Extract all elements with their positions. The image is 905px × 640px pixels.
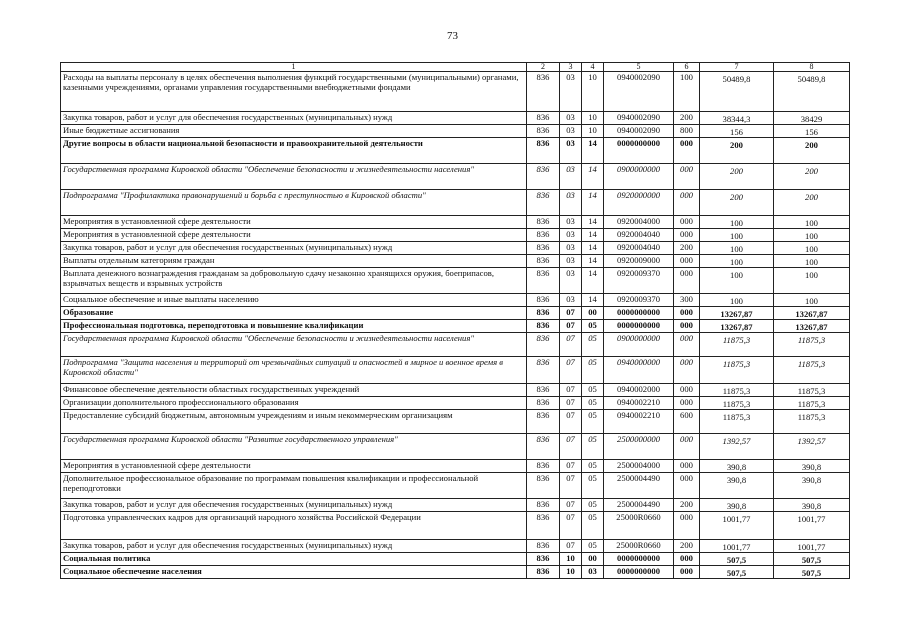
row-subsection-cell: 05 (582, 434, 604, 460)
row-expense-type-cell: 000 (674, 190, 700, 216)
row-subsection-cell: 05 (582, 357, 604, 384)
row-amount-1-cell: 100 (700, 242, 774, 255)
table-row (61, 473, 850, 499)
table-row (61, 72, 850, 112)
row-target-article-cell: 0940002090 (604, 125, 674, 138)
row-amount-1-cell: 100 (700, 294, 774, 307)
row-amount-1-cell: 507,5 (700, 566, 774, 579)
row-amount-1-cell: 100 (700, 255, 774, 268)
row-amount-1-cell: 11875,3 (700, 357, 774, 384)
row-expense-type-cell: 000 (674, 384, 700, 397)
row-amount-1-cell: 507,5 (700, 553, 774, 566)
row-target-article-cell: 0920000000 (604, 190, 674, 216)
row-target-article-cell: 0900000000 (604, 164, 674, 190)
row-expense-type-cell: 200 (674, 242, 700, 255)
table-row (61, 512, 850, 540)
row-name-cell: Государственная программа Кировской области "Обеспечение безопасности и жизнедеятельности населения" (61, 333, 527, 357)
row-amount-1-cell: 200 (700, 190, 774, 216)
row-ministry-code-cell: 836 (527, 229, 560, 242)
row-expense-type-cell: 000 (674, 333, 700, 357)
row-ministry-code-cell: 836 (527, 320, 560, 333)
row-name-cell: Расходы на выплаты персоналу в целях обеспечения выполнения функций государственными (муниципальными) органами, казенными учреждениями, органами управления государственными внебюджетными фондами (61, 72, 527, 112)
row-section-cell: 07 (560, 357, 582, 384)
row-amount-2-cell: 200 (774, 190, 850, 216)
row-amount-1-cell: 100 (700, 229, 774, 242)
row-expense-type-cell: 000 (674, 460, 700, 473)
row-name-cell: Выплата денежного вознаграждения гражданам за добровольную сдачу незаконно хранящихся оружия, боеприпасов, взрывчатых веществ и взрывных устройств (61, 268, 527, 294)
row-section-cell: 03 (560, 190, 582, 216)
row-section-cell: 03 (560, 229, 582, 242)
table-row (61, 125, 850, 138)
row-target-article-cell: 0940000000 (604, 357, 674, 384)
row-amount-2-cell: 11875,3 (774, 397, 850, 410)
row-amount-1-cell: 1001,77 (700, 512, 774, 540)
table-row (61, 138, 850, 164)
row-subsection-cell: 05 (582, 333, 604, 357)
row-amount-2-cell: 200 (774, 138, 850, 164)
row-target-article-cell: 2500000000 (604, 434, 674, 460)
row-subsection-cell: 05 (582, 397, 604, 410)
row-subsection-cell: 14 (582, 138, 604, 164)
row-target-article-cell: 0000000000 (604, 320, 674, 333)
row-subsection-cell: 03 (582, 566, 604, 579)
row-section-cell: 07 (560, 499, 582, 512)
row-target-article-cell: 25000R0660 (604, 512, 674, 540)
table-row (61, 397, 850, 410)
row-subsection-cell: 14 (582, 164, 604, 190)
row-amount-2-cell: 100 (774, 229, 850, 242)
row-section-cell: 03 (560, 125, 582, 138)
row-section-cell: 07 (560, 473, 582, 499)
row-subsection-cell: 05 (582, 460, 604, 473)
row-subsection-cell: 05 (582, 499, 604, 512)
row-target-article-cell: 2500004000 (604, 460, 674, 473)
row-subsection-cell: 05 (582, 512, 604, 540)
row-ministry-code-cell: 836 (527, 553, 560, 566)
row-name-cell: Социальное обеспечение населения (61, 566, 527, 579)
row-amount-2-cell: 100 (774, 255, 850, 268)
table-row (61, 320, 850, 333)
row-expense-type-cell: 000 (674, 229, 700, 242)
row-amount-2-cell: 200 (774, 164, 850, 190)
row-section-cell: 03 (560, 164, 582, 190)
row-expense-type-cell: 000 (674, 320, 700, 333)
row-subsection-cell: 05 (582, 410, 604, 434)
row-amount-2-cell: 100 (774, 216, 850, 229)
row-name-cell: Иные бюджетные ассигнования (61, 125, 527, 138)
row-target-article-cell: 0920009000 (604, 255, 674, 268)
row-subsection-cell: 10 (582, 112, 604, 125)
header-cell: 7 (700, 63, 774, 72)
row-name-cell: Мероприятия в установленной сфере деятельности (61, 216, 527, 229)
row-name-cell: Другие вопросы в области национальной безопасности и правоохранительной деятельности (61, 138, 527, 164)
row-target-article-cell: 0940002090 (604, 112, 674, 125)
row-target-article-cell: 0000000000 (604, 553, 674, 566)
row-ministry-code-cell: 836 (527, 242, 560, 255)
table-row (61, 333, 850, 357)
row-target-article-cell: 0920004040 (604, 229, 674, 242)
table-row (61, 357, 850, 384)
row-subsection-cell: 14 (582, 268, 604, 294)
row-subsection-cell: 14 (582, 216, 604, 229)
row-amount-1-cell: 390,8 (700, 473, 774, 499)
row-ministry-code-cell: 836 (527, 125, 560, 138)
row-name-cell: Финансовое обеспечение деятельности областных государственных учреждений (61, 384, 527, 397)
row-expense-type-cell: 000 (674, 566, 700, 579)
row-ministry-code-cell: 836 (527, 268, 560, 294)
row-amount-2-cell: 11875,3 (774, 384, 850, 397)
row-expense-type-cell: 000 (674, 434, 700, 460)
table-row (61, 242, 850, 255)
row-expense-type-cell: 100 (674, 72, 700, 112)
table-row (61, 540, 850, 553)
header-cell: 1 (61, 63, 527, 72)
row-ministry-code-cell: 836 (527, 410, 560, 434)
row-amount-1-cell: 11875,3 (700, 397, 774, 410)
header-cell: 3 (560, 63, 582, 72)
row-ministry-code-cell: 836 (527, 499, 560, 512)
row-section-cell: 07 (560, 384, 582, 397)
row-expense-type-cell: 000 (674, 473, 700, 499)
table-header-row (61, 63, 850, 72)
row-section-cell: 03 (560, 242, 582, 255)
row-ministry-code-cell: 836 (527, 473, 560, 499)
row-amount-1-cell: 13267,87 (700, 307, 774, 320)
row-section-cell: 07 (560, 333, 582, 357)
row-subsection-cell: 05 (582, 384, 604, 397)
row-target-article-cell: 0940002210 (604, 410, 674, 434)
row-section-cell: 10 (560, 553, 582, 566)
row-amount-1-cell: 100 (700, 268, 774, 294)
row-name-cell: Предоставление субсидий бюджетным, автономным учреждениям и иным некоммерческим организациям (61, 410, 527, 434)
row-target-article-cell: 2500004490 (604, 473, 674, 499)
row-section-cell: 07 (560, 460, 582, 473)
row-expense-type-cell: 000 (674, 512, 700, 540)
row-section-cell: 07 (560, 307, 582, 320)
table-row (61, 255, 850, 268)
row-amount-1-cell: 50489,8 (700, 72, 774, 112)
row-section-cell: 07 (560, 320, 582, 333)
row-amount-2-cell: 11875,3 (774, 333, 850, 357)
row-expense-type-cell: 200 (674, 540, 700, 553)
row-expense-type-cell: 000 (674, 138, 700, 164)
table-row (61, 553, 850, 566)
row-amount-2-cell: 507,5 (774, 566, 850, 579)
row-expense-type-cell: 600 (674, 410, 700, 434)
row-amount-1-cell: 156 (700, 125, 774, 138)
row-expense-type-cell: 000 (674, 268, 700, 294)
row-amount-2-cell: 1392,57 (774, 434, 850, 460)
row-subsection-cell: 10 (582, 125, 604, 138)
row-section-cell: 03 (560, 112, 582, 125)
row-ministry-code-cell: 836 (527, 190, 560, 216)
row-name-cell: Государственная программа Кировской области "Обеспечение безопасности и жизнедеятельности населения" (61, 164, 527, 190)
row-subsection-cell: 05 (582, 473, 604, 499)
header-cell: 6 (674, 63, 700, 72)
row-ministry-code-cell: 836 (527, 434, 560, 460)
row-expense-type-cell: 000 (674, 357, 700, 384)
row-expense-type-cell: 000 (674, 397, 700, 410)
row-section-cell: 07 (560, 512, 582, 540)
row-subsection-cell: 05 (582, 320, 604, 333)
header-cell: 5 (604, 63, 674, 72)
row-subsection-cell: 05 (582, 540, 604, 553)
row-section-cell: 07 (560, 434, 582, 460)
row-name-cell: Социальная политика (61, 553, 527, 566)
row-expense-type-cell: 300 (674, 294, 700, 307)
row-section-cell: 03 (560, 72, 582, 112)
row-ministry-code-cell: 836 (527, 294, 560, 307)
row-amount-1-cell: 13267,87 (700, 320, 774, 333)
row-expense-type-cell: 000 (674, 307, 700, 320)
row-target-article-cell: 0000000000 (604, 566, 674, 579)
row-amount-2-cell: 11875,3 (774, 357, 850, 384)
row-amount-1-cell: 390,8 (700, 499, 774, 512)
row-amount-1-cell: 1392,57 (700, 434, 774, 460)
row-ministry-code-cell: 836 (527, 112, 560, 125)
row-section-cell: 07 (560, 397, 582, 410)
row-amount-2-cell: 390,8 (774, 460, 850, 473)
table-row (61, 460, 850, 473)
row-name-cell: Организации дополнительного профессионального образования (61, 397, 527, 410)
header-cell: 2 (527, 63, 560, 72)
row-amount-1-cell: 11875,3 (700, 410, 774, 434)
row-amount-2-cell: 390,8 (774, 473, 850, 499)
row-subsection-cell: 14 (582, 255, 604, 268)
row-target-article-cell: 0920009370 (604, 268, 674, 294)
row-ministry-code-cell: 836 (527, 255, 560, 268)
row-target-article-cell: 0920004040 (604, 242, 674, 255)
row-name-cell: Подпрограмма "Защита населения и территорий от чрезвычайных ситуаций и опасностей в мирное и военное время в Кировской области" (61, 357, 527, 384)
row-subsection-cell: 10 (582, 72, 604, 112)
row-amount-2-cell: 1001,77 (774, 512, 850, 540)
row-amount-1-cell: 200 (700, 138, 774, 164)
row-expense-type-cell: 000 (674, 164, 700, 190)
row-target-article-cell: 25000R0660 (604, 540, 674, 553)
row-amount-2-cell: 507,5 (774, 553, 850, 566)
row-target-article-cell: 0940002090 (604, 72, 674, 112)
row-name-cell: Мероприятия в установленной сфере деятельности (61, 229, 527, 242)
row-subsection-cell: 14 (582, 242, 604, 255)
table-row (61, 434, 850, 460)
row-section-cell: 03 (560, 255, 582, 268)
row-expense-type-cell: 000 (674, 216, 700, 229)
row-subsection-cell: 14 (582, 190, 604, 216)
row-ministry-code-cell: 836 (527, 540, 560, 553)
row-target-article-cell: 0940002000 (604, 384, 674, 397)
row-ministry-code-cell: 836 (527, 333, 560, 357)
row-subsection-cell: 00 (582, 553, 604, 566)
row-section-cell: 07 (560, 540, 582, 553)
table-row (61, 566, 850, 579)
row-target-article-cell: 0000000000 (604, 307, 674, 320)
table-row (61, 216, 850, 229)
row-name-cell: Дополнительное профессиональное образование по программам повышения квалификации и профессиональной переподготовки (61, 473, 527, 499)
row-amount-2-cell: 1001,77 (774, 540, 850, 553)
row-target-article-cell: 2500004490 (604, 499, 674, 512)
row-subsection-cell: 14 (582, 294, 604, 307)
row-amount-1-cell: 11875,3 (700, 384, 774, 397)
header-cell: 4 (582, 63, 604, 72)
table-row (61, 164, 850, 190)
row-target-article-cell: 0920004000 (604, 216, 674, 229)
row-expense-type-cell: 800 (674, 125, 700, 138)
table-row (61, 112, 850, 125)
row-amount-2-cell: 100 (774, 242, 850, 255)
row-target-article-cell: 0900000000 (604, 333, 674, 357)
table-row (61, 190, 850, 216)
row-expense-type-cell: 200 (674, 112, 700, 125)
row-name-cell: Государственная программа Кировской области "Развитие государственного управления" (61, 434, 527, 460)
row-section-cell: 07 (560, 410, 582, 434)
row-ministry-code-cell: 836 (527, 397, 560, 410)
row-amount-2-cell: 13267,87 (774, 307, 850, 320)
row-section-cell: 03 (560, 268, 582, 294)
row-amount-1-cell: 1001,77 (700, 540, 774, 553)
row-name-cell: Подпрограмма "Профилактика правонарушений и борьба с преступностью в Кировской области" (61, 190, 527, 216)
table-row (61, 307, 850, 320)
row-amount-1-cell: 200 (700, 164, 774, 190)
table-row (61, 384, 850, 397)
row-name-cell: Социальное обеспечение и иные выплаты населению (61, 294, 527, 307)
table-row (61, 268, 850, 294)
row-amount-2-cell: 156 (774, 125, 850, 138)
row-amount-1-cell: 390,8 (700, 460, 774, 473)
row-ministry-code-cell: 836 (527, 460, 560, 473)
budget-table (60, 62, 850, 579)
row-ministry-code-cell: 836 (527, 138, 560, 164)
row-target-article-cell: 0920009370 (604, 294, 674, 307)
row-subsection-cell: 14 (582, 229, 604, 242)
row-amount-1-cell: 11875,3 (700, 333, 774, 357)
row-expense-type-cell: 000 (674, 553, 700, 566)
row-name-cell: Закупка товаров, работ и услуг для обеспечения государственных (муниципальных) нужд (61, 242, 527, 255)
row-name-cell: Подготовка управленческих кадров для организаций народного хозяйства Российской Федерации (61, 512, 527, 540)
table-row (61, 229, 850, 242)
row-ministry-code-cell: 836 (527, 384, 560, 397)
row-ministry-code-cell: 836 (527, 566, 560, 579)
row-name-cell: Мероприятия в установленной сфере деятельности (61, 460, 527, 473)
row-ministry-code-cell: 836 (527, 164, 560, 190)
row-section-cell: 03 (560, 294, 582, 307)
row-target-article-cell: 0940002210 (604, 397, 674, 410)
row-amount-2-cell: 100 (774, 268, 850, 294)
row-amount-2-cell: 100 (774, 294, 850, 307)
row-expense-type-cell: 000 (674, 255, 700, 268)
row-name-cell: Выплаты отдельным категориям граждан (61, 255, 527, 268)
row-ministry-code-cell: 836 (527, 307, 560, 320)
page-number: 73 (447, 30, 458, 42)
row-section-cell: 10 (560, 566, 582, 579)
row-target-article-cell: 0000000000 (604, 138, 674, 164)
row-ministry-code-cell: 836 (527, 357, 560, 384)
row-name-cell: Закупка товаров, работ и услуг для обеспечения государственных (муниципальных) нужд (61, 112, 527, 125)
row-amount-2-cell: 38429 (774, 112, 850, 125)
row-amount-2-cell: 390,8 (774, 499, 850, 512)
row-section-cell: 03 (560, 216, 582, 229)
row-amount-1-cell: 38344,3 (700, 112, 774, 125)
table-row (61, 499, 850, 512)
row-section-cell: 03 (560, 138, 582, 164)
row-amount-1-cell: 100 (700, 216, 774, 229)
table-row (61, 294, 850, 307)
row-ministry-code-cell: 836 (527, 216, 560, 229)
row-ministry-code-cell: 836 (527, 72, 560, 112)
row-amount-2-cell: 11875,3 (774, 410, 850, 434)
row-name-cell: Закупка товаров, работ и услуг для обеспечения государственных (муниципальных) нужд (61, 540, 527, 553)
header-cell: 8 (774, 63, 850, 72)
row-amount-2-cell: 13267,87 (774, 320, 850, 333)
row-name-cell: Профессиональная подготовка, переподготовка и повышение квалификации (61, 320, 527, 333)
row-amount-2-cell: 50489,8 (774, 72, 850, 112)
row-ministry-code-cell: 836 (527, 512, 560, 540)
table-row (61, 410, 850, 434)
row-subsection-cell: 00 (582, 307, 604, 320)
row-name-cell: Образование (61, 307, 527, 320)
row-name-cell: Закупка товаров, работ и услуг для обеспечения государственных (муниципальных) нужд (61, 499, 527, 512)
row-expense-type-cell: 200 (674, 499, 700, 512)
table-body (61, 63, 850, 579)
